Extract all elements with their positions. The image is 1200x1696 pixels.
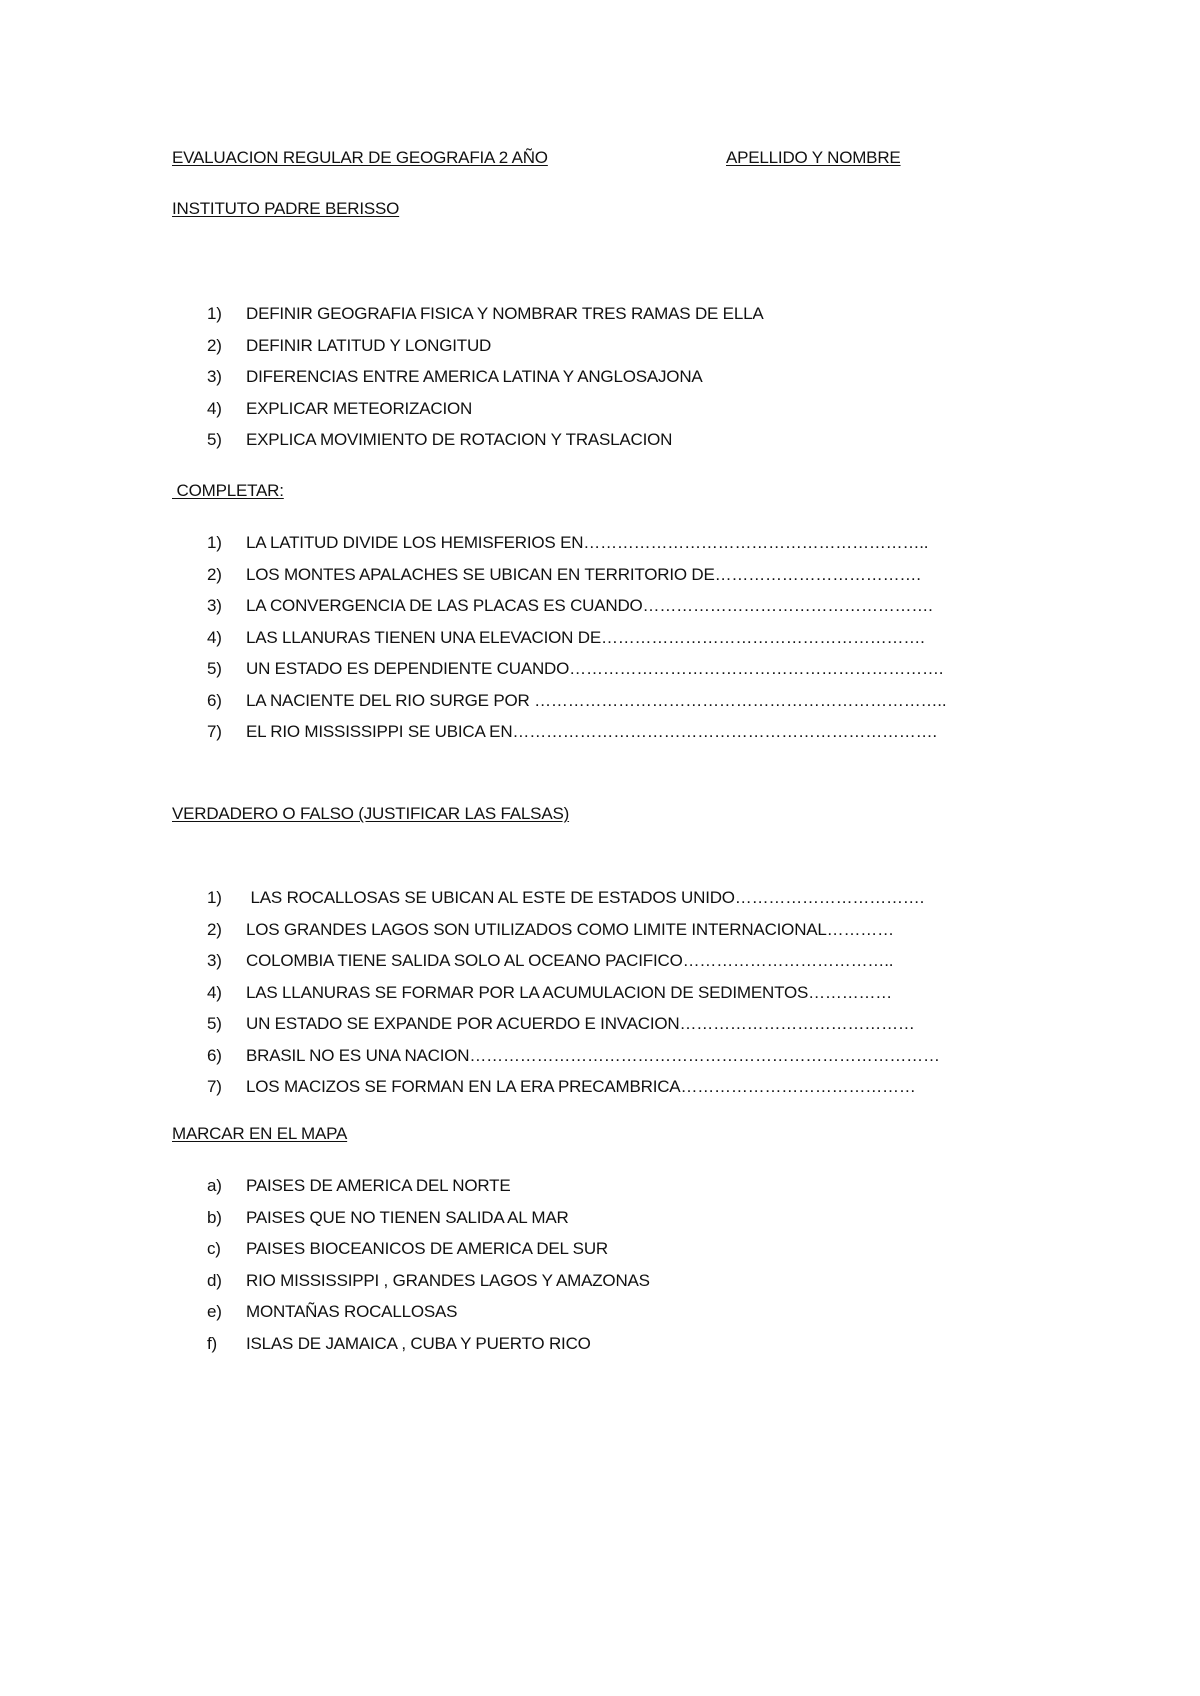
item-text: DEFINIR GEOGRAFIA FISICA Y NOMBRAR TRES RAMAS DE ELLA	[246, 304, 764, 323]
verdadero-falso-heading: VERDADERO O FALSO (JUSTIFICAR LAS FALSAS)	[172, 804, 570, 823]
item-number: 5)	[207, 1014, 222, 1033]
item-number: 2)	[207, 335, 222, 355]
item-letter: d)	[207, 1270, 222, 1290]
item-text: LAS LLANURAS SE FORMAR POR LA ACUMULACION DE SEDIMENTOS……………	[246, 982, 893, 1002]
item-letter: a)	[207, 1176, 222, 1195]
item-text: DEFINIR LATITUD Y LONGITUD	[246, 335, 492, 355]
institute-name: INSTITUTO PADRE BERISSO	[172, 199, 400, 218]
item-number: 1)	[207, 304, 222, 323]
item-letter: c)	[207, 1239, 221, 1258]
item-text: PAISES BIOCEANICOS DE AMERICA DEL SUR	[246, 1239, 608, 1258]
item-letter: f)	[207, 1333, 217, 1353]
item-number: 1)	[207, 533, 222, 552]
item-text: LOS MONTES APALACHES SE UBICAN EN TERRITORIO DE……………………………….	[246, 564, 921, 584]
item-letter: b)	[207, 1207, 222, 1227]
item-number: 1)	[207, 888, 222, 907]
item-text: EL RIO MISSISSIPPI SE UBICA EN………………………………………………………………….	[246, 722, 937, 741]
item-text: LAS ROCALLOSAS SE UBICAN AL ESTE DE ESTADOS UNIDO…………………………….	[246, 888, 925, 907]
item-text: LA LATITUD DIVIDE LOS HEMISFERIOS EN……………………………………………………..	[246, 533, 929, 552]
item-number: 3)	[207, 951, 222, 970]
item-number: 2)	[207, 919, 222, 939]
item-number: 7)	[207, 1077, 222, 1096]
item-text: EXPLICA MOVIMIENTO DE ROTACION Y TRASLACION	[246, 430, 673, 449]
exam-title: EVALUACION REGULAR DE GEOGRAFIA 2 AÑO	[172, 148, 548, 167]
item-number: 2)	[207, 564, 222, 584]
item-number: 4)	[207, 627, 222, 647]
item-text: UN ESTADO ES DEPENDIENTE CUANDO………………………………………………………….	[246, 659, 944, 678]
item-number: 5)	[207, 659, 222, 678]
item-text: PAISES DE AMERICA DEL NORTE	[246, 1176, 511, 1195]
item-text: LA CONVERGENCIA DE LAS PLACAS ES CUANDO…………………………………………….	[246, 596, 933, 615]
item-text: MONTAÑAS ROCALLOSAS	[246, 1302, 458, 1321]
item-text: ISLAS DE JAMAICA , CUBA Y PUERTO RICO	[246, 1333, 591, 1353]
item-number: 6)	[207, 690, 222, 710]
mapa-heading: MARCAR EN EL MAPA	[172, 1124, 348, 1143]
name-field-label: APELLIDO Y NOMBRE	[726, 148, 901, 167]
item-number: 3)	[207, 596, 222, 615]
item-text: LOS GRANDES LAGOS SON UTILIZADOS COMO LIMITE INTERNACIONAL…………	[246, 919, 894, 939]
item-number: 5)	[207, 430, 222, 449]
item-letter: e)	[207, 1302, 222, 1321]
item-text: BRASIL NO ES UNA NACION…………………………………………………………………………	[246, 1045, 940, 1065]
item-number: 6)	[207, 1045, 222, 1065]
item-text: UN ESTADO SE EXPANDE POR ACUERDO E INVACION……………………………………	[246, 1014, 915, 1033]
item-number: 3)	[207, 367, 222, 386]
item-text: RIO MISSISSIPPI , GRANDES LAGOS Y AMAZONAS	[246, 1270, 650, 1290]
item-text: LAS LLANURAS TIENEN UNA ELEVACION DE………………………………………………….	[246, 627, 925, 647]
item-text: COLOMBIA TIENE SALIDA SOLO AL OCEANO PACIFICO………………………………..	[246, 951, 894, 970]
item-text: PAISES QUE NO TIENEN SALIDA AL MAR	[246, 1207, 569, 1227]
item-text: LOS MACIZOS SE FORMAN EN LA ERA PRECAMBRICA……………………………………	[246, 1077, 916, 1096]
item-text: LA NACIENTE DEL RIO SURGE POR ………………………………………………………………..	[246, 690, 947, 710]
item-text: DIFERENCIAS ENTRE AMERICA LATINA Y ANGLOSAJONA	[246, 367, 703, 386]
completar-heading: COMPLETAR:	[172, 481, 284, 500]
item-number: 7)	[207, 722, 222, 741]
item-text: EXPLICAR METEORIZACION	[246, 398, 473, 418]
item-number: 4)	[207, 982, 222, 1002]
item-number: 4)	[207, 398, 222, 418]
